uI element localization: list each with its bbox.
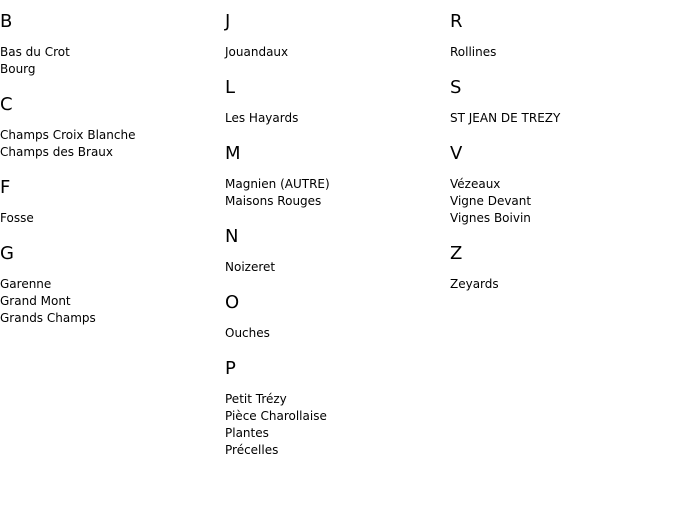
list-item[interactable]: Rollines — [450, 45, 497, 59]
list-item[interactable]: Garenne — [0, 277, 52, 291]
list-item[interactable]: Bas du Crot — [0, 45, 70, 59]
entry-list — [225, 44, 445, 61]
list-item[interactable]: Noizeret — [225, 260, 276, 274]
index-column-2 — [225, 10, 445, 474]
letter-heading: L — [225, 77, 236, 98]
index-column-1 — [0, 10, 220, 342]
letter-group-n — [225, 225, 445, 276]
list-item[interactable]: Petit Trézy — [225, 392, 287, 406]
entry-list — [225, 259, 445, 276]
entry-list — [0, 276, 220, 327]
entry-list — [450, 176, 670, 227]
entry-list — [225, 176, 445, 210]
entry-list — [0, 210, 220, 227]
letter-heading: V — [450, 143, 463, 164]
letter-group-v — [450, 142, 670, 227]
letter-heading: R — [450, 11, 463, 32]
entry-list — [450, 276, 670, 293]
entry-list — [225, 325, 445, 342]
letter-group-z — [450, 242, 670, 293]
letter-heading: N — [225, 226, 239, 247]
list-item[interactable]: Pièce Charollaise — [225, 409, 327, 423]
entry-list — [0, 44, 220, 78]
list-item[interactable]: Vézeaux — [450, 177, 501, 191]
list-item[interactable]: Vigne Devant — [450, 194, 532, 208]
letter-group-g — [0, 242, 220, 327]
letter-group-o — [225, 291, 445, 342]
list-item[interactable]: Maisons Rouges — [225, 194, 322, 208]
letter-group-j — [225, 10, 445, 61]
letter-heading: S — [450, 77, 462, 98]
letter-heading: G — [0, 243, 14, 264]
entry-list — [225, 110, 445, 127]
entry-list — [225, 391, 445, 459]
letter-heading: P — [225, 358, 236, 379]
list-item[interactable]: Les Hayards — [225, 111, 299, 125]
list-item[interactable]: Grands Champs — [0, 311, 96, 325]
list-item[interactable]: Ouches — [225, 326, 270, 340]
letter-group-p — [225, 357, 445, 459]
list-item[interactable]: ST JEAN DE TREZY — [450, 111, 561, 125]
letter-group-f — [0, 176, 220, 227]
letter-group-l — [225, 76, 445, 127]
list-item[interactable]: Grand Mont — [0, 294, 71, 308]
list-item[interactable]: Champs Croix Blanche — [0, 128, 136, 142]
list-item[interactable]: Vignes Boivin — [450, 211, 531, 225]
letter-group-r — [450, 10, 670, 61]
list-item[interactable]: Plantes — [225, 426, 269, 440]
index-column-3 — [450, 10, 670, 308]
entry-list — [450, 44, 670, 61]
letter-group-s — [450, 76, 670, 127]
list-item[interactable]: Champs des Braux — [0, 145, 114, 159]
list-item[interactable]: Jouandaux — [225, 45, 289, 59]
letter-heading: F — [0, 177, 11, 198]
list-item[interactable]: Bourg — [0, 62, 36, 76]
letter-heading: B — [0, 11, 13, 32]
letter-group-b — [0, 10, 220, 78]
list-item[interactable]: Précelles — [225, 443, 279, 457]
list-item[interactable]: Zeyards — [450, 277, 499, 291]
list-item[interactable]: Magnien (AUTRE) — [225, 177, 330, 191]
letter-group-m — [225, 142, 445, 210]
letter-heading: O — [225, 292, 240, 313]
list-item[interactable]: Fosse — [0, 211, 34, 225]
letter-heading: M — [225, 143, 241, 164]
letter-heading: Z — [450, 243, 463, 264]
letter-heading: J — [225, 11, 231, 32]
letter-group-c — [0, 93, 220, 161]
entry-list — [450, 110, 670, 127]
letter-heading: C — [0, 94, 13, 115]
entry-list — [0, 127, 220, 161]
